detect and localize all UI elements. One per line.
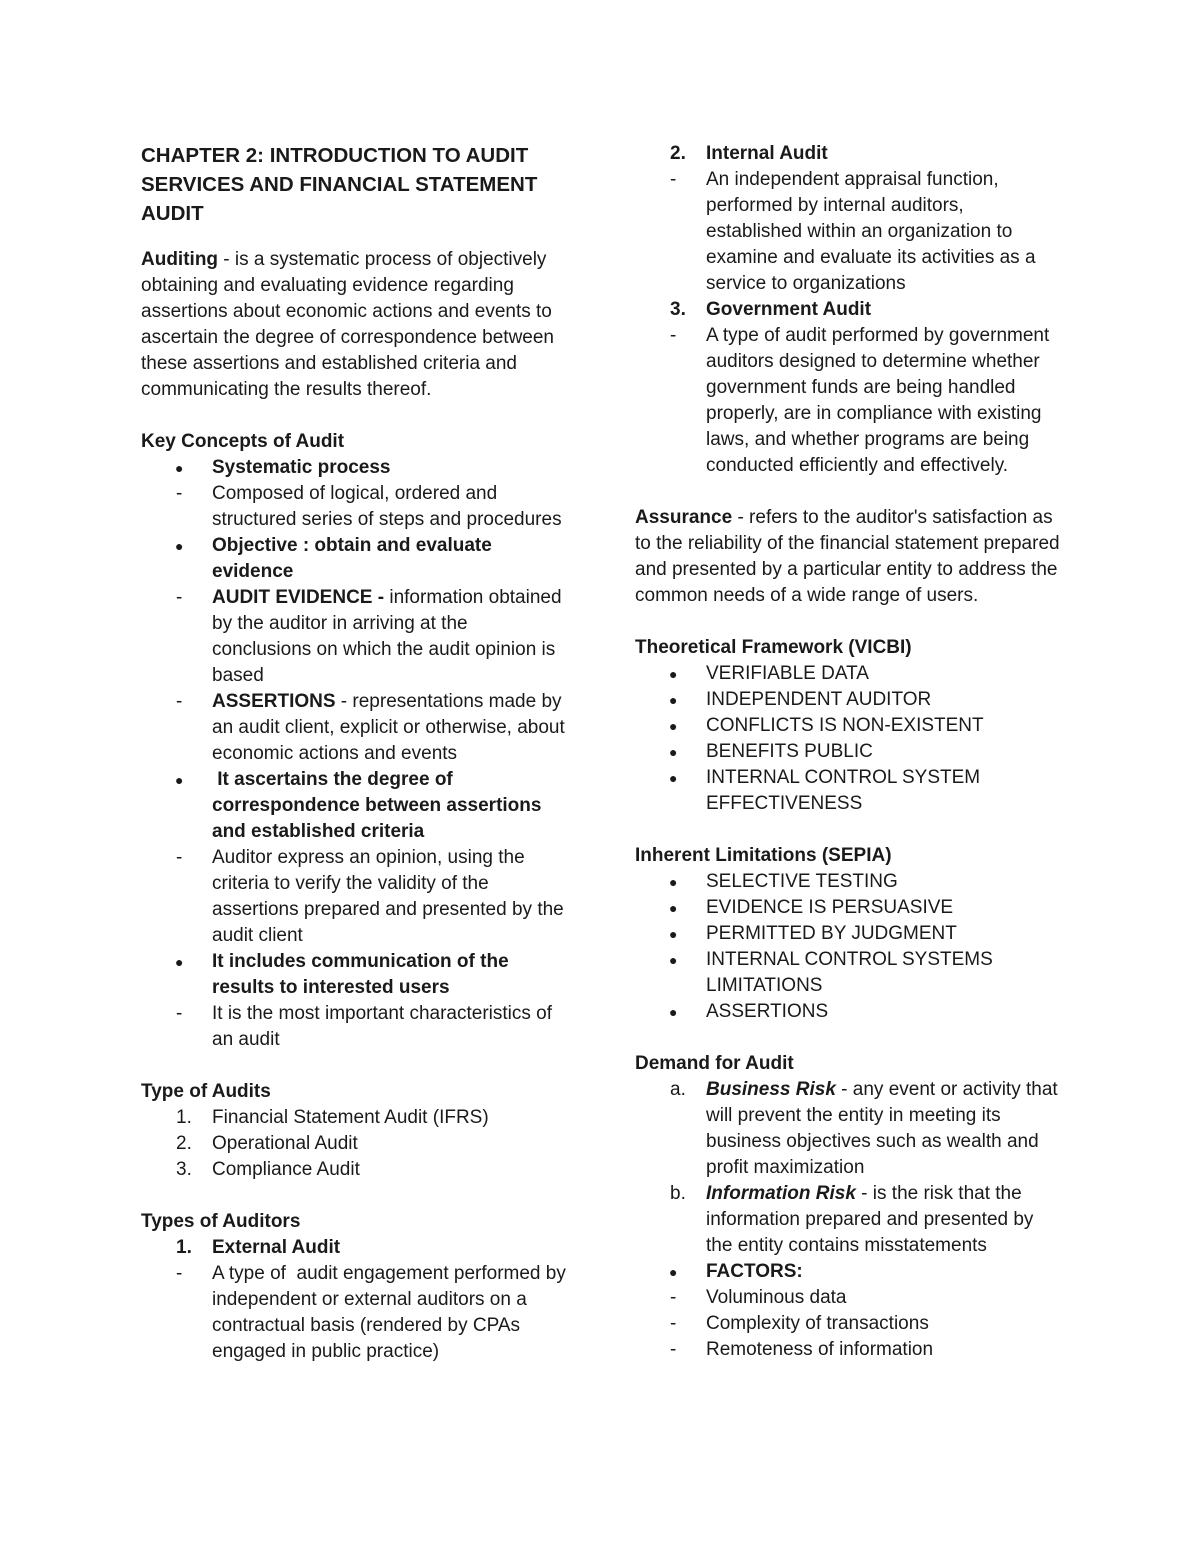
bullet-icon: ● xyxy=(669,874,678,890)
bullet-icon: ● xyxy=(175,954,184,970)
list-number: 1. xyxy=(176,1107,192,1128)
dash-icon: - xyxy=(670,1287,677,1308)
audit-type-3: Compliance Audit xyxy=(212,1159,360,1180)
list-item xyxy=(141,1001,571,1053)
business-risk-def: - any event or activity that will prevent the entity in meeting its business objectives such as wealth and profit maximization xyxy=(706,1079,1058,1178)
right-column xyxy=(635,141,1065,1363)
internal-audit-label: Internal Audit xyxy=(706,143,828,164)
list-item xyxy=(141,1235,571,1261)
auditing-term: Auditing xyxy=(141,249,219,270)
auditing-def: - is a systematic process of objectively obtaining and evaluating evidence regarding assertions about economic actions and events to ascertain the degree of correspondence between these assertions and established criteria and communicating the results thereof. xyxy=(141,249,554,400)
inherent-limitations-heading: Inherent Limitations (SEPIA) xyxy=(635,845,892,866)
chapter-title: CHAPTER 2: INTRODUCTION TO AUDIT SERVICES AND FINANCIAL STATEMENT AUDIT xyxy=(141,144,538,225)
list-item xyxy=(635,895,1065,921)
list-item xyxy=(635,1077,1065,1181)
assurance-term: Assurance xyxy=(635,507,733,528)
bullet-icon: ● xyxy=(669,952,678,968)
list-item xyxy=(635,869,1065,895)
types-of-auditors-heading: Types of Auditors xyxy=(141,1211,301,1232)
dash-icon: - xyxy=(176,691,183,712)
assertions-def: - representations made by an audit client, explicit or otherwise, about economic actions and events xyxy=(212,691,565,764)
bullet-icon: ● xyxy=(669,666,678,682)
dash-icon: - xyxy=(176,1003,183,1024)
dash-icon: - xyxy=(670,169,677,190)
factor-item-1: Voluminous data xyxy=(706,1287,847,1308)
audit-type-2: Operational Audit xyxy=(212,1133,358,1154)
list-number: 3. xyxy=(176,1159,192,1180)
list-number: 1. xyxy=(176,1237,192,1258)
audit-evidence-term: AUDIT EVIDENCE - xyxy=(212,587,390,608)
external-audit-label: External Audit xyxy=(212,1237,341,1258)
list-item xyxy=(635,739,1065,765)
bullet-icon: ● xyxy=(669,718,678,734)
audit-evidence-def: information obtained by the auditor in arriving at the conclusions on which the audit opinion is based xyxy=(212,587,562,686)
dash-icon: - xyxy=(670,325,677,346)
list-item xyxy=(141,767,571,845)
factor-item-3: Remoteness of information xyxy=(706,1339,934,1360)
list-item xyxy=(635,661,1065,687)
framework-item-1: VERIFIABLE DATA xyxy=(706,663,869,684)
list-item xyxy=(635,687,1065,713)
list-letter: b. xyxy=(670,1183,686,1204)
list-number: 2. xyxy=(670,143,686,164)
bullet-icon: ● xyxy=(669,692,678,708)
list-item xyxy=(635,947,1065,999)
list-item xyxy=(141,1261,571,1365)
list-item xyxy=(635,713,1065,739)
framework-item-4: BENEFITS PUBLIC xyxy=(706,741,873,762)
list-item xyxy=(141,689,571,767)
bullet-icon: ● xyxy=(669,770,678,786)
list-item xyxy=(635,141,1065,167)
limitation-item-2: EVIDENCE IS PERSUASIVE xyxy=(706,897,954,918)
dash-icon: - xyxy=(176,587,183,608)
framework-item-2: INDEPENDENT AUDITOR xyxy=(706,689,932,710)
list-item xyxy=(635,765,1065,817)
limitation-item-4: INTERNAL CONTROL SYSTEMS LIMITATIONS xyxy=(706,949,993,996)
list-item xyxy=(141,845,571,949)
dash-icon: - xyxy=(176,847,183,868)
framework-item-5: INTERNAL CONTROL SYSTEM EFFECTIVENESS xyxy=(706,767,981,814)
dash-icon: - xyxy=(176,483,183,504)
type-of-audits-heading: Type of Audits xyxy=(141,1081,271,1102)
auditing-definition xyxy=(141,247,571,403)
list-item xyxy=(635,1285,1065,1311)
list-item xyxy=(141,585,571,689)
assertions-term: ASSERTIONS xyxy=(212,691,336,712)
audit-type-1: Financial Statement Audit (IFRS) xyxy=(212,1107,489,1128)
bullet-icon: ● xyxy=(669,926,678,942)
key-concepts-heading: Key Concepts of Audit xyxy=(141,431,345,452)
concept-dash-5: It is the most important characteristics of an audit xyxy=(212,1003,553,1050)
list-number: 3. xyxy=(670,299,686,320)
bullet-icon: ● xyxy=(175,538,184,554)
bullet-icon: ● xyxy=(175,460,184,476)
list-item xyxy=(635,297,1065,323)
limitation-item-5: ASSERTIONS xyxy=(706,1001,829,1022)
dash-icon: - xyxy=(176,1263,183,1284)
dash-icon: - xyxy=(670,1339,677,1360)
list-item xyxy=(635,1337,1065,1363)
theoretical-framework-heading: Theoretical Framework (VICBI) xyxy=(635,637,912,658)
concept-dash-4: Auditor express an opinion, using the criteria to verify the validity of the assertions prepared and presented by the audit client xyxy=(212,847,564,946)
business-risk-term: Business Risk xyxy=(706,1079,836,1100)
framework-item-3: CONFLICTS IS NON-EXISTENT xyxy=(706,715,984,736)
bullet-icon: ● xyxy=(175,772,184,788)
bullet-icon: ● xyxy=(669,1004,678,1020)
concept-bullet-2: Objective : obtain and evaluate evidence xyxy=(212,535,492,582)
list-item xyxy=(635,921,1065,947)
list-item xyxy=(635,1311,1065,1337)
concept-dash-1: Composed of logical, ordered and structured series of steps and procedures xyxy=(212,483,562,530)
government-audit-label: Government Audit xyxy=(706,299,872,320)
list-item xyxy=(635,1181,1065,1259)
dash-icon: - xyxy=(670,1313,677,1334)
demand-for-audit-heading: Demand for Audit xyxy=(635,1053,794,1074)
government-audit-desc: A type of audit performed by government auditors designed to determine whether government funds are being handled properly, are in compliance with existing laws, and whether programs are being conducted efficiently and effectively. xyxy=(706,325,1050,476)
list-number: 2. xyxy=(176,1133,192,1154)
information-risk-def: - is the risk that the information prepared and presented by the entity contains misstatements xyxy=(706,1183,1034,1256)
assurance-def: - refers to the auditor's satisfaction as to the reliability of the financial statement prepared and presented by a particular entity to address the common needs of a wide range of users. xyxy=(635,507,1060,606)
list-letter: a. xyxy=(670,1079,686,1100)
list-item xyxy=(635,323,1065,479)
assurance-definition xyxy=(635,505,1065,609)
list-item xyxy=(141,949,571,1001)
factors-label: FACTORS: xyxy=(706,1261,803,1282)
list-item xyxy=(141,1105,571,1131)
factor-item-2: Complexity of transactions xyxy=(706,1313,929,1334)
list-item xyxy=(141,1131,571,1157)
bullet-icon: ● xyxy=(669,744,678,760)
internal-audit-desc: An independent appraisal function, performed by internal auditors, established within an organization to examine and evaluate its activities as a service to organizations xyxy=(706,169,1036,294)
left-column xyxy=(141,141,571,1365)
list-item xyxy=(141,533,571,585)
external-audit-desc: A type of audit engagement performed by independent or external auditors on a contractual basis (rendered by CPAs engaged in public practice) xyxy=(212,1263,572,1362)
list-item xyxy=(635,999,1065,1025)
information-risk-term: Information Risk xyxy=(706,1183,856,1204)
list-item xyxy=(635,167,1065,297)
concept-bullet-1: Systematic process xyxy=(212,457,391,478)
concept-bullet-4: It includes communication of the results to interested users xyxy=(212,951,509,998)
limitation-item-1: SELECTIVE TESTING xyxy=(706,871,898,892)
bullet-icon: ● xyxy=(669,900,678,916)
bullet-icon: ● xyxy=(669,1264,678,1280)
list-item xyxy=(141,481,571,533)
concept-bullet-3: It ascertains the degree of correspondence between assertions and established criteria xyxy=(212,769,547,842)
limitation-item-3: PERMITTED BY JUDGMENT xyxy=(706,923,957,944)
list-item xyxy=(141,1157,571,1183)
list-item xyxy=(141,455,571,481)
list-item xyxy=(635,1259,1065,1285)
